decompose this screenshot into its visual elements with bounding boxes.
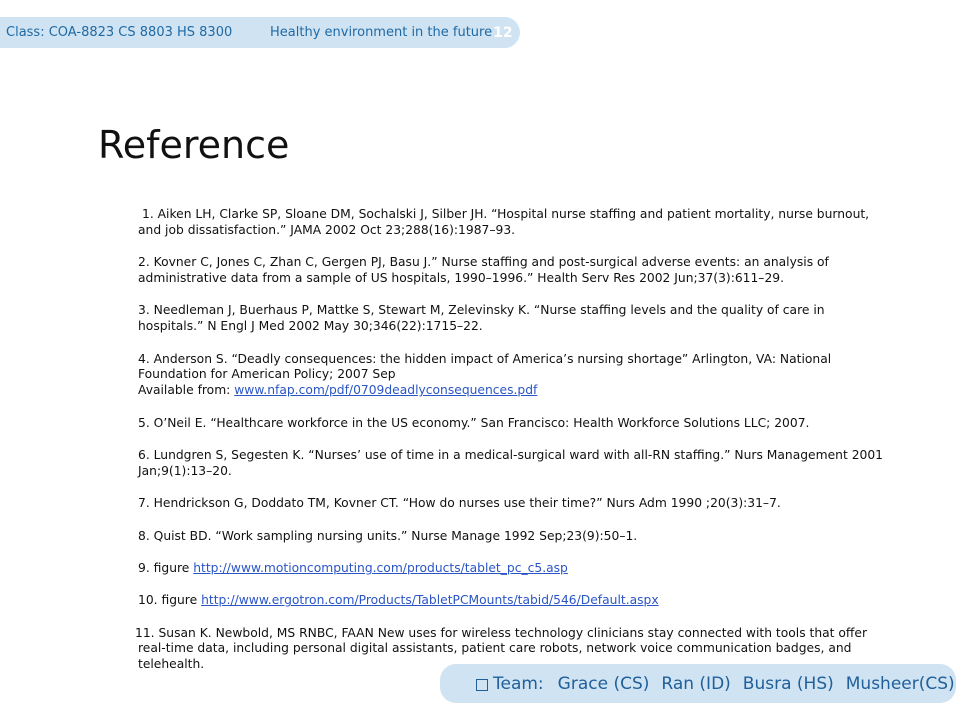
header-bar <box>0 17 520 48</box>
reference-item: 2. Kovner C, Jones C, Zhan C, Gergen PJ, Basu J.” Nurse staffing and post-surgical adverse events: an analysis of administrative data from a sample of US hospitals, 1990–1996.” Health Serv Res 2002 Jun;37(3):611–29. <box>138 255 829 285</box>
reference-item: 11. Susan K. Newbold, MS RNBC, FAAN New uses for wireless technology clinicians stay connected with tools that offer real-time data, including personal digital assistants, patient care robots, network voice communication badges, and telehealth. <box>135 625 868 672</box>
reference-item: 10. figure http://www.ergotron.com/Products/TabletPCMounts/tabid/546/Default.aspx <box>138 593 659 608</box>
reference-link[interactable]: http://www.motioncomputing.com/products/tablet_pc_c5.asp <box>193 560 568 575</box>
topic-label: Healthy environment in the future <box>270 25 493 40</box>
team-label: Team: <box>493 673 544 694</box>
team-member: Busra (HS) <box>742 673 834 694</box>
reference-item: 7. Hendrickson G, Doddato TM, Kovner CT. “How do nurses use their time?” Nurs Adm 1990 ;20(3):31–7. <box>138 496 781 511</box>
reference-list <box>135 207 893 673</box>
team-member: Ran (ID) <box>661 673 731 694</box>
checkbox-bullet-icon <box>476 679 488 691</box>
page-number: 12 <box>493 24 513 41</box>
reference-item: 3. Needleman J, Buerhaus P, Mattke S, Stewart M, Zelevinsky K. “Nurse staffing levels and the quality of care in hospitals.” N Engl J Med 2002 May 30;346(22):1715–22. <box>138 303 825 334</box>
reference-link[interactable]: www.nfap.com/pdf/0709deadlyconsequences.pdf <box>234 383 538 398</box>
team-member: Musheer(CS) <box>845 673 955 694</box>
reference-item: 9. figure http://www.motioncomputing.com/products/tablet_pc_c5.asp <box>138 560 568 575</box>
reference-item: 4. Anderson S. “Deadly consequences: the hidden impact of America’s nursing shortage” Arlington, VA: National Foundation for American Policy; 2007 Sep Available from: www.nfap.com/pdf/0709deadlyconsequences.pdf <box>138 351 832 398</box>
page-title: Reference <box>98 123 290 167</box>
reference-item: 5. O’Neil E. “Healthcare workforce in the US economy.” San Francisco: Health Workforce Solutions LLC; 2007. <box>138 415 810 430</box>
team-member: Grace (CS) <box>557 673 650 694</box>
reference-item: 6. Lundgren S, Segesten K. “Nurses’ use of time in a medical-surgical ward with all-RN staffing.” Nurs Management 2001 Jan;9(1):13–20. <box>138 447 883 478</box>
reference-item: 1. Aiken LH, Clarke SP, Sloane DM, Sochalski J, Silber JH. “Hospital nurse staffing and patient mortality, nurse burnout, and job dissatisfaction.” JAMA 2002 Oct 23;288(16):1987–93. <box>138 207 870 237</box>
class-label: Class: COA-8823 CS 8803 HS 8300 <box>6 25 233 40</box>
team-bar <box>440 664 956 703</box>
reference-link[interactable]: http://www.ergotron.com/Products/TabletPCMounts/tabid/546/Default.aspx <box>201 593 659 608</box>
reference-item: 8. Quist BD. “Work sampling nursing units.” Nurse Manage 1992 Sep;23(9):50–1. <box>138 528 638 543</box>
